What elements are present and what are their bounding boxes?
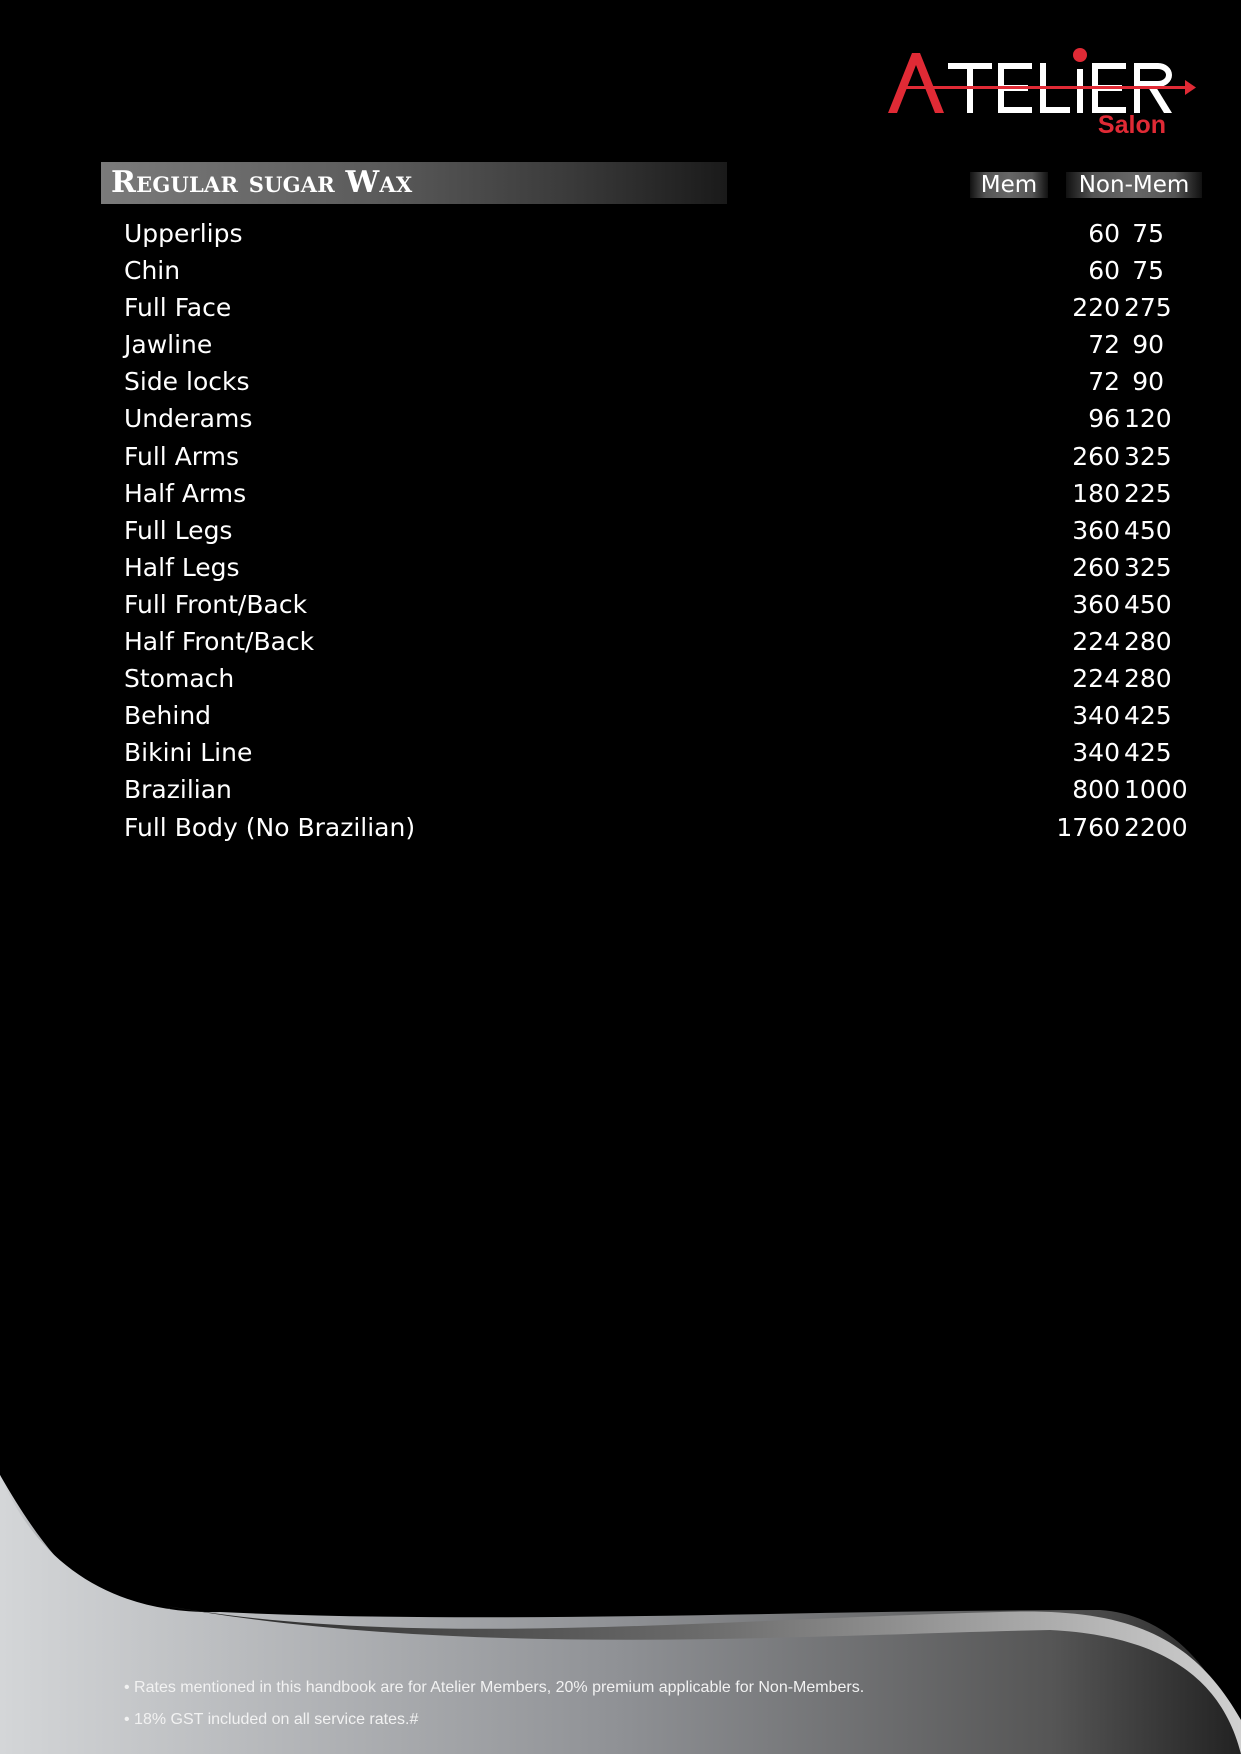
price-row (124, 215, 1164, 252)
service-name: Half Legs (124, 552, 240, 582)
price-row (124, 660, 1172, 697)
non-member-price: 75 (1132, 256, 1164, 286)
footer-notes (124, 1672, 864, 1736)
price-row (124, 734, 1172, 771)
non-member-price: 2200 (1124, 812, 1188, 842)
member-price: 340 (1072, 701, 1120, 731)
service-name: Jawline (124, 330, 213, 360)
member-price: 96 (1088, 404, 1120, 434)
non-member-price: 120 (1124, 404, 1172, 434)
price-row (124, 400, 1172, 437)
price-row (124, 549, 1172, 586)
member-price: 340 (1072, 738, 1120, 768)
non-member-price: 280 (1124, 664, 1172, 694)
price-row (124, 697, 1172, 734)
member-price: 224 (1072, 627, 1120, 657)
service-name: Half Front/Back (124, 627, 315, 657)
price-row (124, 438, 1172, 475)
service-name: Full Face (124, 293, 232, 323)
service-name: Full Front/Back (124, 589, 308, 619)
non-member-price: 280 (1124, 627, 1172, 657)
non-member-price: 75 (1132, 219, 1164, 248)
member-price: 260 (1072, 552, 1120, 582)
service-name: Bikini Line (124, 738, 253, 768)
section-title: Regular sugar Wax (111, 165, 413, 200)
non-member-price: 90 (1132, 367, 1164, 397)
non-member-price: 425 (1124, 701, 1172, 731)
service-name: Half Arms (124, 478, 247, 508)
footer-note: • Rates mentioned in this handbook are for Atelier Members, 20% premium applicable for Non-Members. (124, 1679, 865, 1696)
price-row (124, 252, 1164, 289)
non-member-price: 325 (1124, 552, 1172, 582)
member-price: 60 (1088, 219, 1120, 248)
non-member-price: 450 (1124, 515, 1172, 545)
brand-subtitle: Salon (1097, 111, 1166, 139)
footer-note: • 18% GST included on all service rates.# (124, 1711, 419, 1728)
member-price: 1760 (1056, 812, 1120, 842)
column-header-member: Mem (970, 172, 1048, 198)
price-row (124, 771, 1188, 808)
price-row (124, 512, 1172, 549)
price-row (124, 363, 1164, 400)
price-row (124, 809, 1188, 846)
price-row (124, 586, 1172, 623)
non-member-price: 450 (1124, 589, 1172, 619)
non-member-price: 425 (1124, 738, 1172, 768)
member-price: 180 (1072, 478, 1120, 508)
atelier-logo (880, 45, 1200, 145)
non-member-price: 1000 (1124, 775, 1188, 805)
service-name: Full Body (No Brazilian) (124, 812, 416, 842)
service-name: Chin (124, 256, 181, 286)
section-title-bar (101, 162, 727, 204)
member-price: 72 (1088, 330, 1120, 360)
price-row (124, 475, 1172, 512)
member-price: 800 (1072, 775, 1120, 805)
member-price: 220 (1072, 293, 1120, 323)
member-price: 260 (1072, 441, 1120, 471)
non-member-price: 275 (1124, 293, 1172, 323)
service-name: Stomach (124, 664, 235, 694)
price-row (124, 623, 1172, 660)
member-price: 360 (1072, 589, 1120, 619)
service-name: Upperlips (124, 219, 243, 248)
service-name: Side locks (124, 367, 250, 397)
service-name: Full Legs (124, 515, 233, 545)
service-name: Full Arms (124, 441, 240, 471)
member-price: 72 (1088, 367, 1120, 397)
non-member-price: 90 (1132, 330, 1164, 360)
price-row (124, 289, 1172, 326)
member-price: 60 (1088, 256, 1120, 286)
service-name: Behind (124, 701, 212, 731)
price-list (124, 215, 1188, 846)
non-member-price: 325 (1124, 441, 1172, 471)
non-member-price: 225 (1124, 478, 1172, 508)
service-name: Brazilian (124, 775, 232, 805)
column-header-non-member: Non-Mem (1066, 172, 1202, 198)
member-price: 224 (1072, 664, 1120, 694)
price-row (124, 326, 1164, 363)
service-name: Underams (124, 404, 253, 434)
member-price: 360 (1072, 515, 1120, 545)
